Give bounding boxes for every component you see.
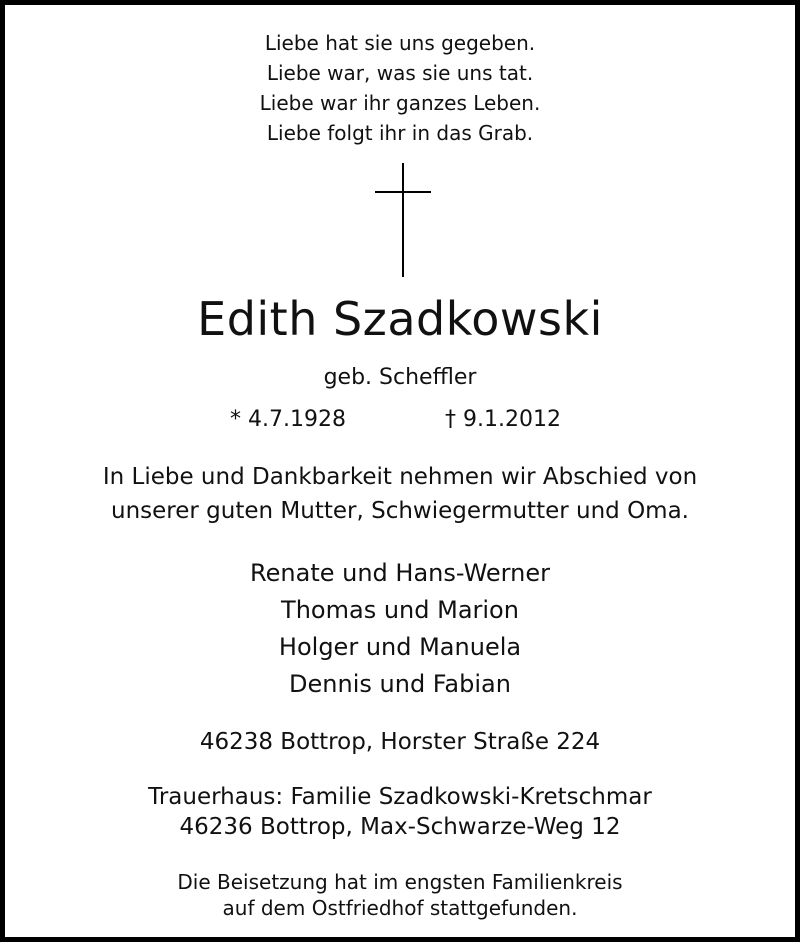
family-line-2: Thomas und Marion: [281, 596, 519, 624]
maiden-name: geb. Scheffler: [323, 365, 477, 390]
poem-line-2: Liebe war, was sie uns tat.: [266, 61, 534, 85]
cross-icon: [375, 163, 431, 277]
family-address: 46238 Bottrop, Horster Straße 224: [199, 729, 601, 755]
family-line-4: Dennis und Fabian: [289, 670, 511, 698]
message-line-2: unserer guten Mutter, Schwiegermutter und Oma.: [111, 498, 689, 524]
funeral-note-line-1: Die Beisetzung hat im engsten Familienkreis: [177, 870, 623, 894]
death-date: † 9.1.2012: [445, 407, 561, 432]
mourning-house-line-2: 46236 Bottrop, Max-Schwarze-Weg 12: [179, 814, 621, 840]
message-line-1: In Liebe und Dankbarkeit nehmen wir Abschied von: [102, 464, 698, 490]
funeral-note-line-2: auf dem Ostfriedhof stattgefunden.: [222, 896, 578, 920]
poem-line-3: Liebe war ihr ganzes Leben.: [259, 91, 541, 115]
poem-line-4: Liebe folgt ihr in das Grab.: [266, 121, 534, 145]
family-line-1: Renate und Hans-Werner: [250, 559, 550, 587]
family-line-3: Holger und Manuela: [278, 633, 522, 661]
poem-line-1: Liebe hat sie uns gegeben.: [264, 31, 536, 55]
deceased-name: Edith Szadkowski: [197, 292, 603, 346]
birth-date: * 4.7.1928: [230, 407, 346, 432]
mourning-house-line-1: Trauerhaus: Familie Szadkowski-Kretschmar: [148, 784, 652, 810]
